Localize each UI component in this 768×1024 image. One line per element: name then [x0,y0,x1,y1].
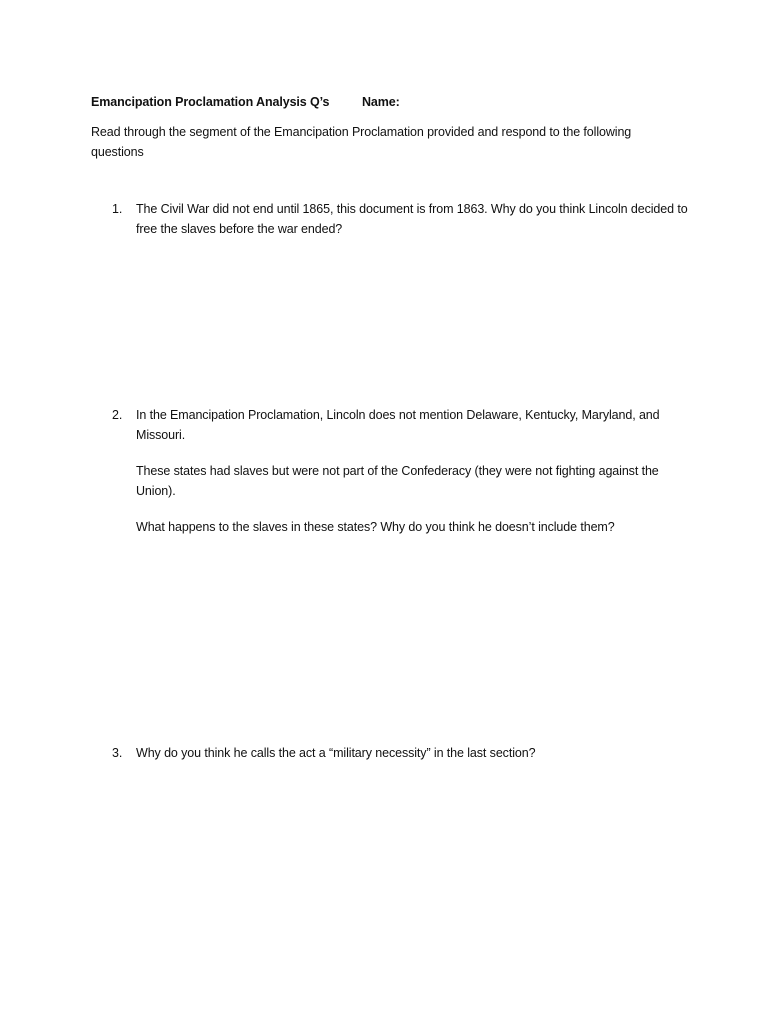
question-text [136,743,692,779]
question-text [136,199,692,255]
worksheet-title: Emancipation Proclamation Analysis Q’s [91,95,330,109]
question-paragraph: What happens to the slaves in these states? Why do you think he doesn’t include them? [136,520,615,534]
question-text [136,405,692,553]
question-number: 1. [112,202,123,216]
instructions-text: Read through the segment of the Emancipation Proclamation provided and respond to the following questions [91,125,632,159]
question-paragraph: In the Emancipation Proclamation, Lincoln does not mention Delaware, Kentucky, Maryland, and Missouri. [136,408,660,442]
worksheet-header [91,92,691,112]
question-paragraph: Why do you think he calls the act a “military necessity” in the last section? [136,746,536,760]
question-number: 3. [112,746,123,760]
question-number: 2. [112,408,123,422]
question-paragraph: The Civil War did not end until 1865, this document is from 1863. Why do you think Lincoln decided to free the slaves before the war ended? [136,202,688,236]
name-label: Name: [362,95,400,109]
question-paragraph: These states had slaves but were not part of the Confederacy (they were not fighting against the Union). [136,464,659,498]
